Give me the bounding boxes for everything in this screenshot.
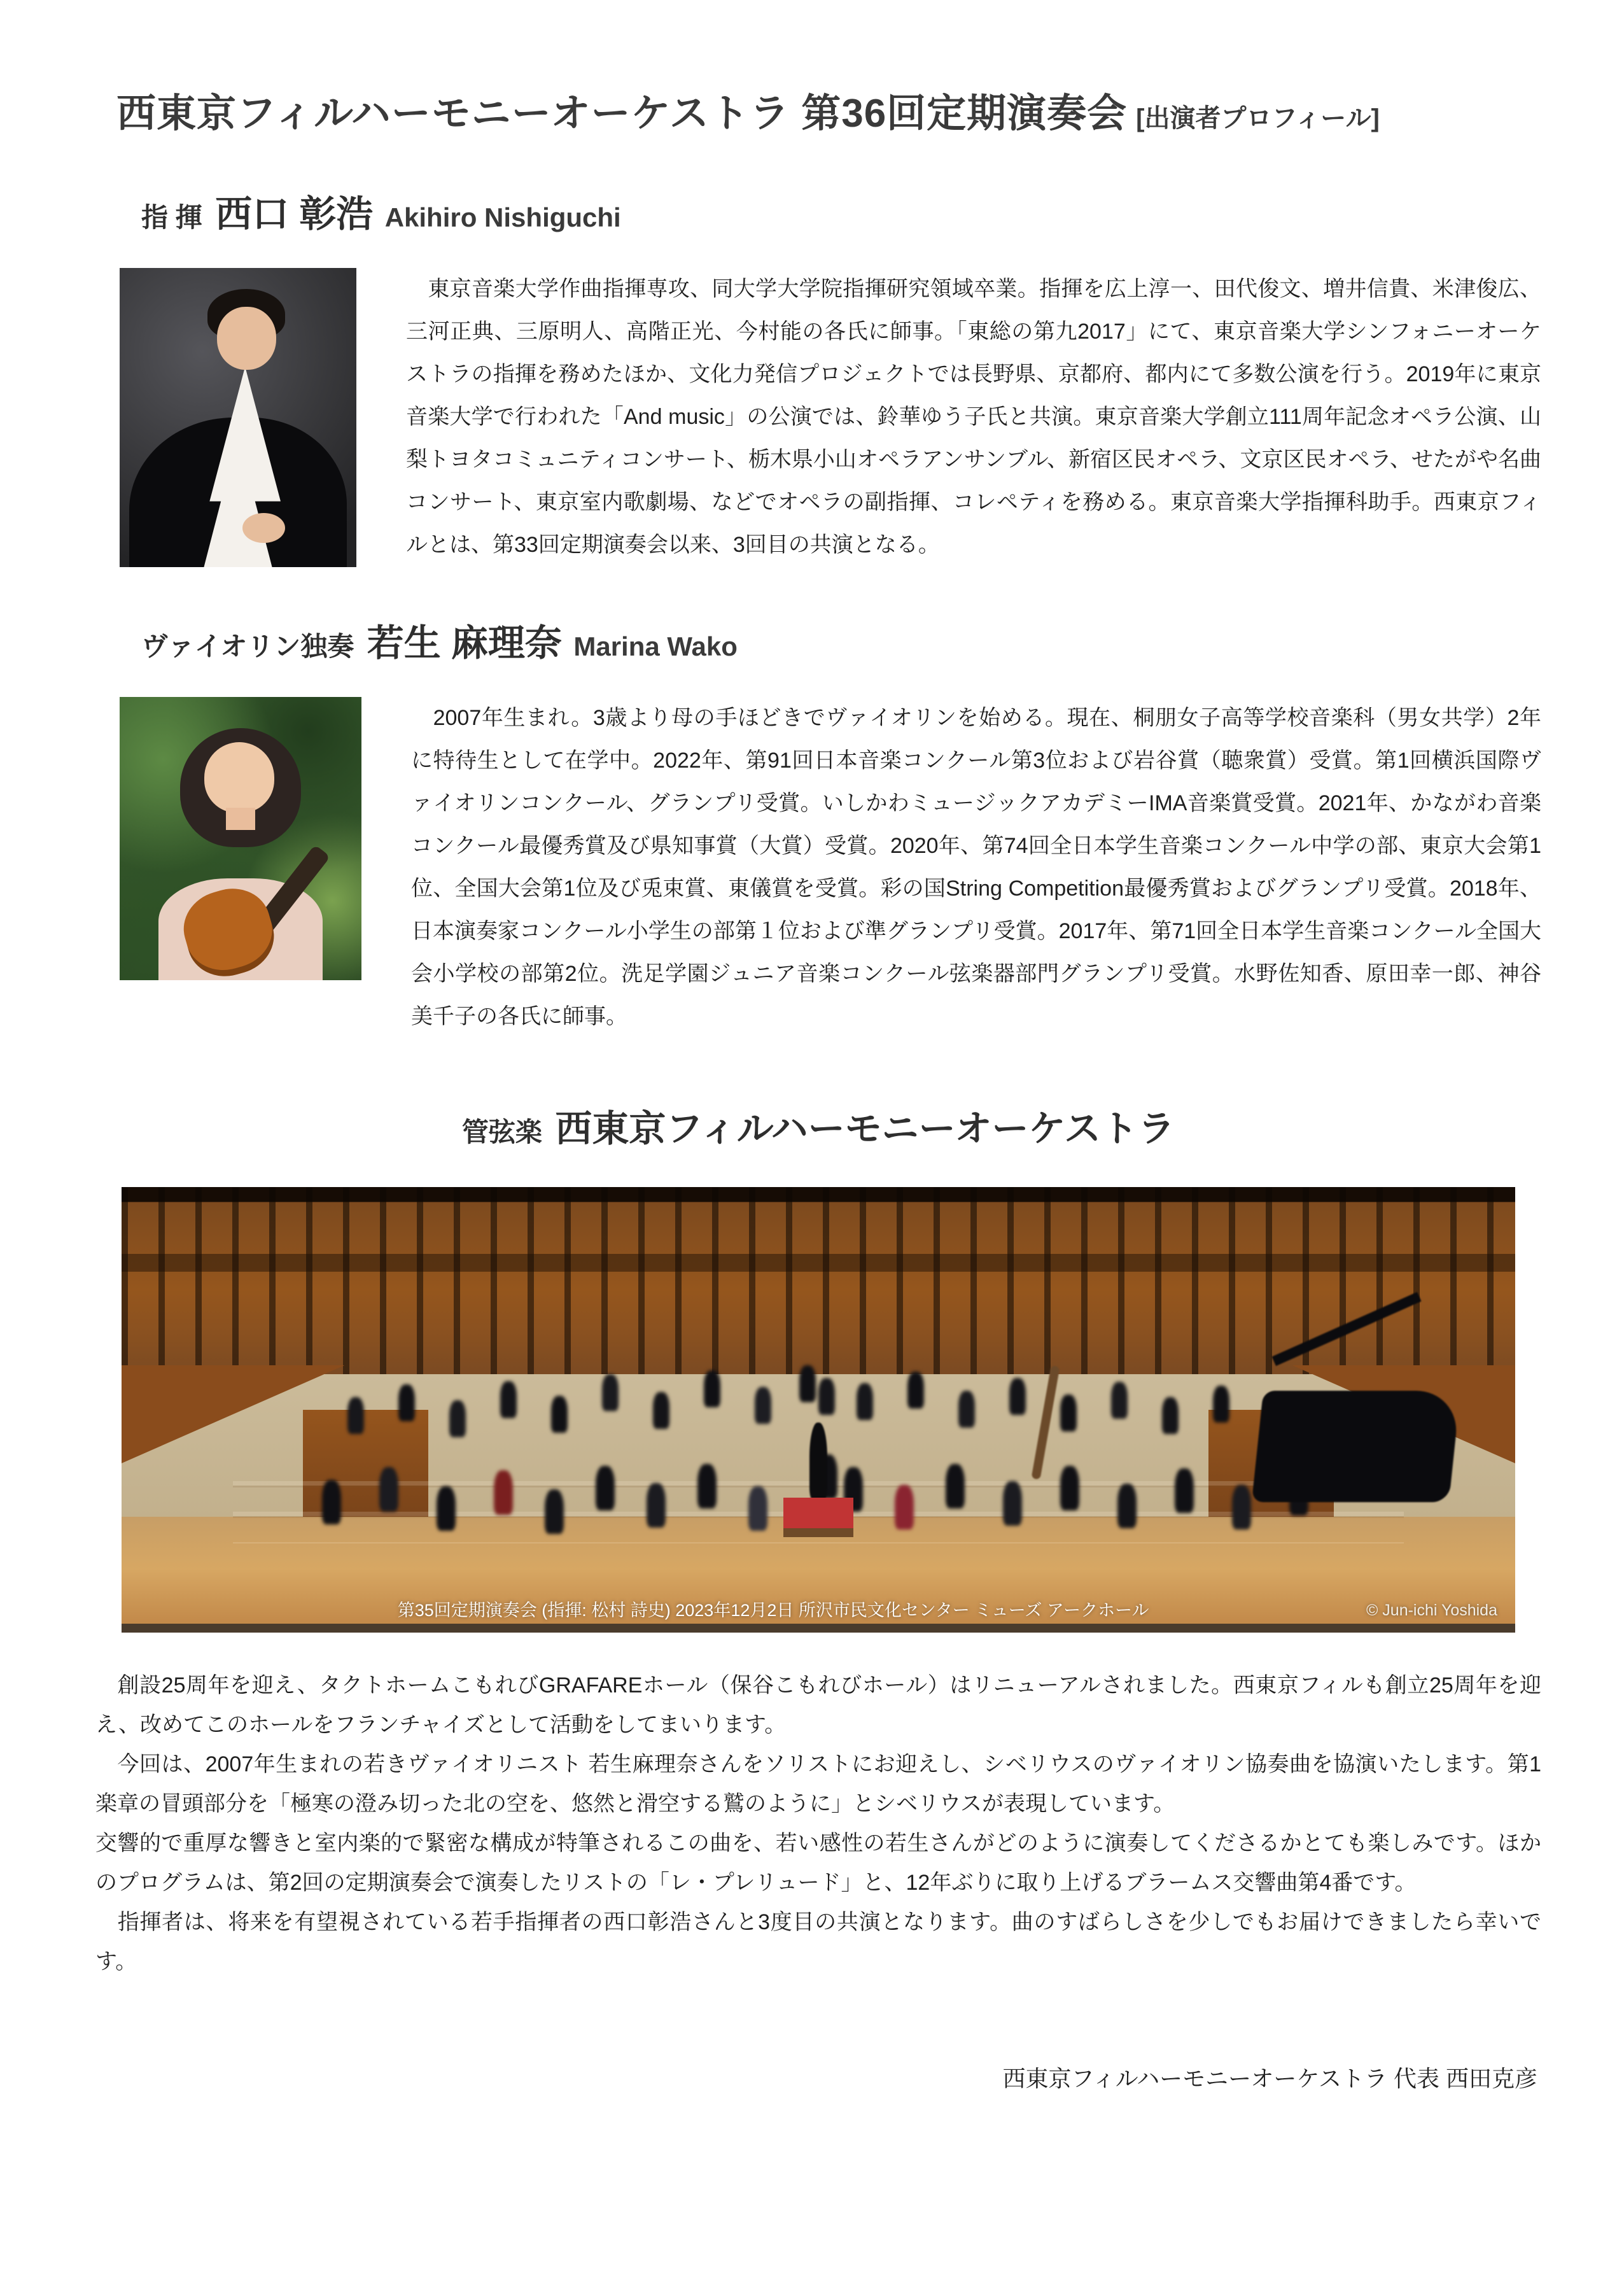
soloist-heading	[141, 613, 1541, 666]
page-title-suffix: [出演者プロフィール]	[1136, 104, 1380, 132]
orchestra-photo	[122, 1187, 1515, 1633]
conductor-photo	[120, 268, 356, 567]
conductor-role-label: 指 揮	[141, 202, 202, 232]
photo-caption: 第35回定期演奏会 (指揮: 松村 詩史) 2023年12月2日 所沢市民文化センター ミューズ アークホール	[397, 1601, 1149, 1620]
soloist-name: 若生 麻理奈	[367, 622, 562, 664]
conductor-section	[120, 268, 1541, 567]
soloist-section	[120, 697, 1541, 1038]
orchestra-name: 西東京フィルハーモニーオーケストラ	[555, 1108, 1175, 1150]
body-paragraph-3: 交響的で重厚な響きと室内楽的で緊密な構成が特筆されるこの曲を、若い感性の若生さんがどのように演奏してくださるかとても楽しみです。ほかのプログラムは、第2回の定期演奏会で演奏したリストの「レ・プレリュード」と、12年ぶりに取り上げるブラームス交響曲第4番です。	[95, 1831, 1541, 1895]
body-text	[95, 1666, 1541, 1981]
conductor-name: 西口 彰浩	[215, 193, 374, 235]
conductor-name-romaji: Akihiro Nishiguchi	[384, 202, 621, 232]
soloist-role-label: ヴァイオリン独奏	[141, 631, 354, 661]
stage-front-edge-shape	[122, 1624, 1515, 1633]
photo-credit: © Jun-ichi Yoshida	[1366, 1601, 1497, 1619]
soloist-bio: 2007年生まれ。3歳より母の手ほどきでヴァイオリンを始める。現在、桐朋女子高等学校音楽科（男女共学）2年に特待生として在学中。2022年、第91回日本音楽コンクール第3位および岩谷賞（聴衆賞）受賞。第1回横浜国際ヴァイオリンコンクール、グランプリ受賞。いしかわミュージックアカデミーIMA音楽賞受賞。2021年、かながわ音楽コンクール最優秀賞及び県知事賞（大賞）受賞。2020年、第74回全日本学生音楽コンクール中学の部、東京大会第1位、全国大会第1位及び兎束賞、東儀賞を受賞。彩の国String Competition最優秀賞およびグランプリ受賞。2018年、日本演奏家コンクール小学生の部第１位および準グランプリ受賞。2017年、第71回全日本学生音楽コンクール全国大会小学校の部第2位。洗足学園ジュニア音楽コンクール弦楽器部門グランプリ受賞。水野佐知香、原田幸一郎、神谷美千子の各氏に師事。	[411, 706, 1541, 1029]
signature-line: 西東京フィルハーモニーオーケストラ 代表 西田克彦	[1002, 2065, 1537, 2092]
soloist-face-shape	[204, 742, 274, 813]
conductor-face-shape	[217, 307, 276, 370]
body-paragraph-1: 創設25周年を迎え、タクトホームこもれびGRAFAREホール（保谷こもれびホール）はリニューアルされました。西東京フィルも創立25周年を迎え、改めてこのホールをフランチャイズとして活動をしてまいります。	[95, 1673, 1541, 1737]
body-paragraph-4: 指揮者は、将来を有望視されている若手指揮者の西口彰浩さんと3度目の共演となります。曲のすばらしさを少しでもお届けできましたら幸いです。	[95, 1910, 1541, 1974]
soloist-neck-shape	[226, 808, 255, 831]
orchestra-role-label: 管弦楽	[461, 1117, 542, 1147]
page-title: 西東京フィルハーモニーオーケストラ 第36回定期演奏会	[116, 92, 1128, 136]
conductor-bio: 東京音楽大学作曲指揮専攻、同大学大学院指揮研究領域卒業。指揮を広上淳一、田代俊文、増井信貴、米津俊広、三河正典、三原明人、高階正光、今村能の各氏に師事。「東総の第九2017」にて、東京音楽大学シンフォニーオーケストラの指揮を務めたほか、文化力発信プロジェクトでは長野県、京都府、都内にて多数公演を行う。2019年に東京音楽大学で行われた「And music」の公演では、鈴華ゆう子氏と共演。東京音楽大学創立111周年記念オペラ公演、山梨トヨタコミュニティコンサート、栃木県小山オペラアンサンブル、新宿区民オペラ、文京区民オペラ、せたがや名曲コンサート、東京室内歌劇場、などでオペラの副指揮、コレペティを務める。東京音楽大学指揮科助手。西東京フィルとは、第33回定期演奏会以来、3回目の共演となる。	[406, 277, 1541, 557]
conductor-heading	[141, 184, 1541, 237]
soloist-photo	[120, 697, 361, 980]
orchestra-heading	[95, 1099, 1541, 1152]
conductor-figure-shape	[809, 1423, 827, 1499]
body-paragraph-2: 今回は、2007年生まれの若きヴァイオリニスト 若生麻理奈さんをソリストにお迎えし、シベリウスのヴァイオリン協奏曲を協演いたします。第1楽章の冒頭部分を「極寒の澄み切った北の空を、悠然と滑空する鷲のように」とシベリウスが表現しています。	[95, 1752, 1541, 1816]
page-title-row	[116, 81, 1541, 138]
musicians-back-row-shapes	[818, 1378, 835, 1415]
soloist-name-romaji: Marina Wako	[573, 631, 738, 661]
grand-piano-shape	[1252, 1391, 1460, 1502]
podium-shape	[783, 1498, 853, 1528]
hall-balcony-rail-shape	[122, 1254, 1515, 1272]
